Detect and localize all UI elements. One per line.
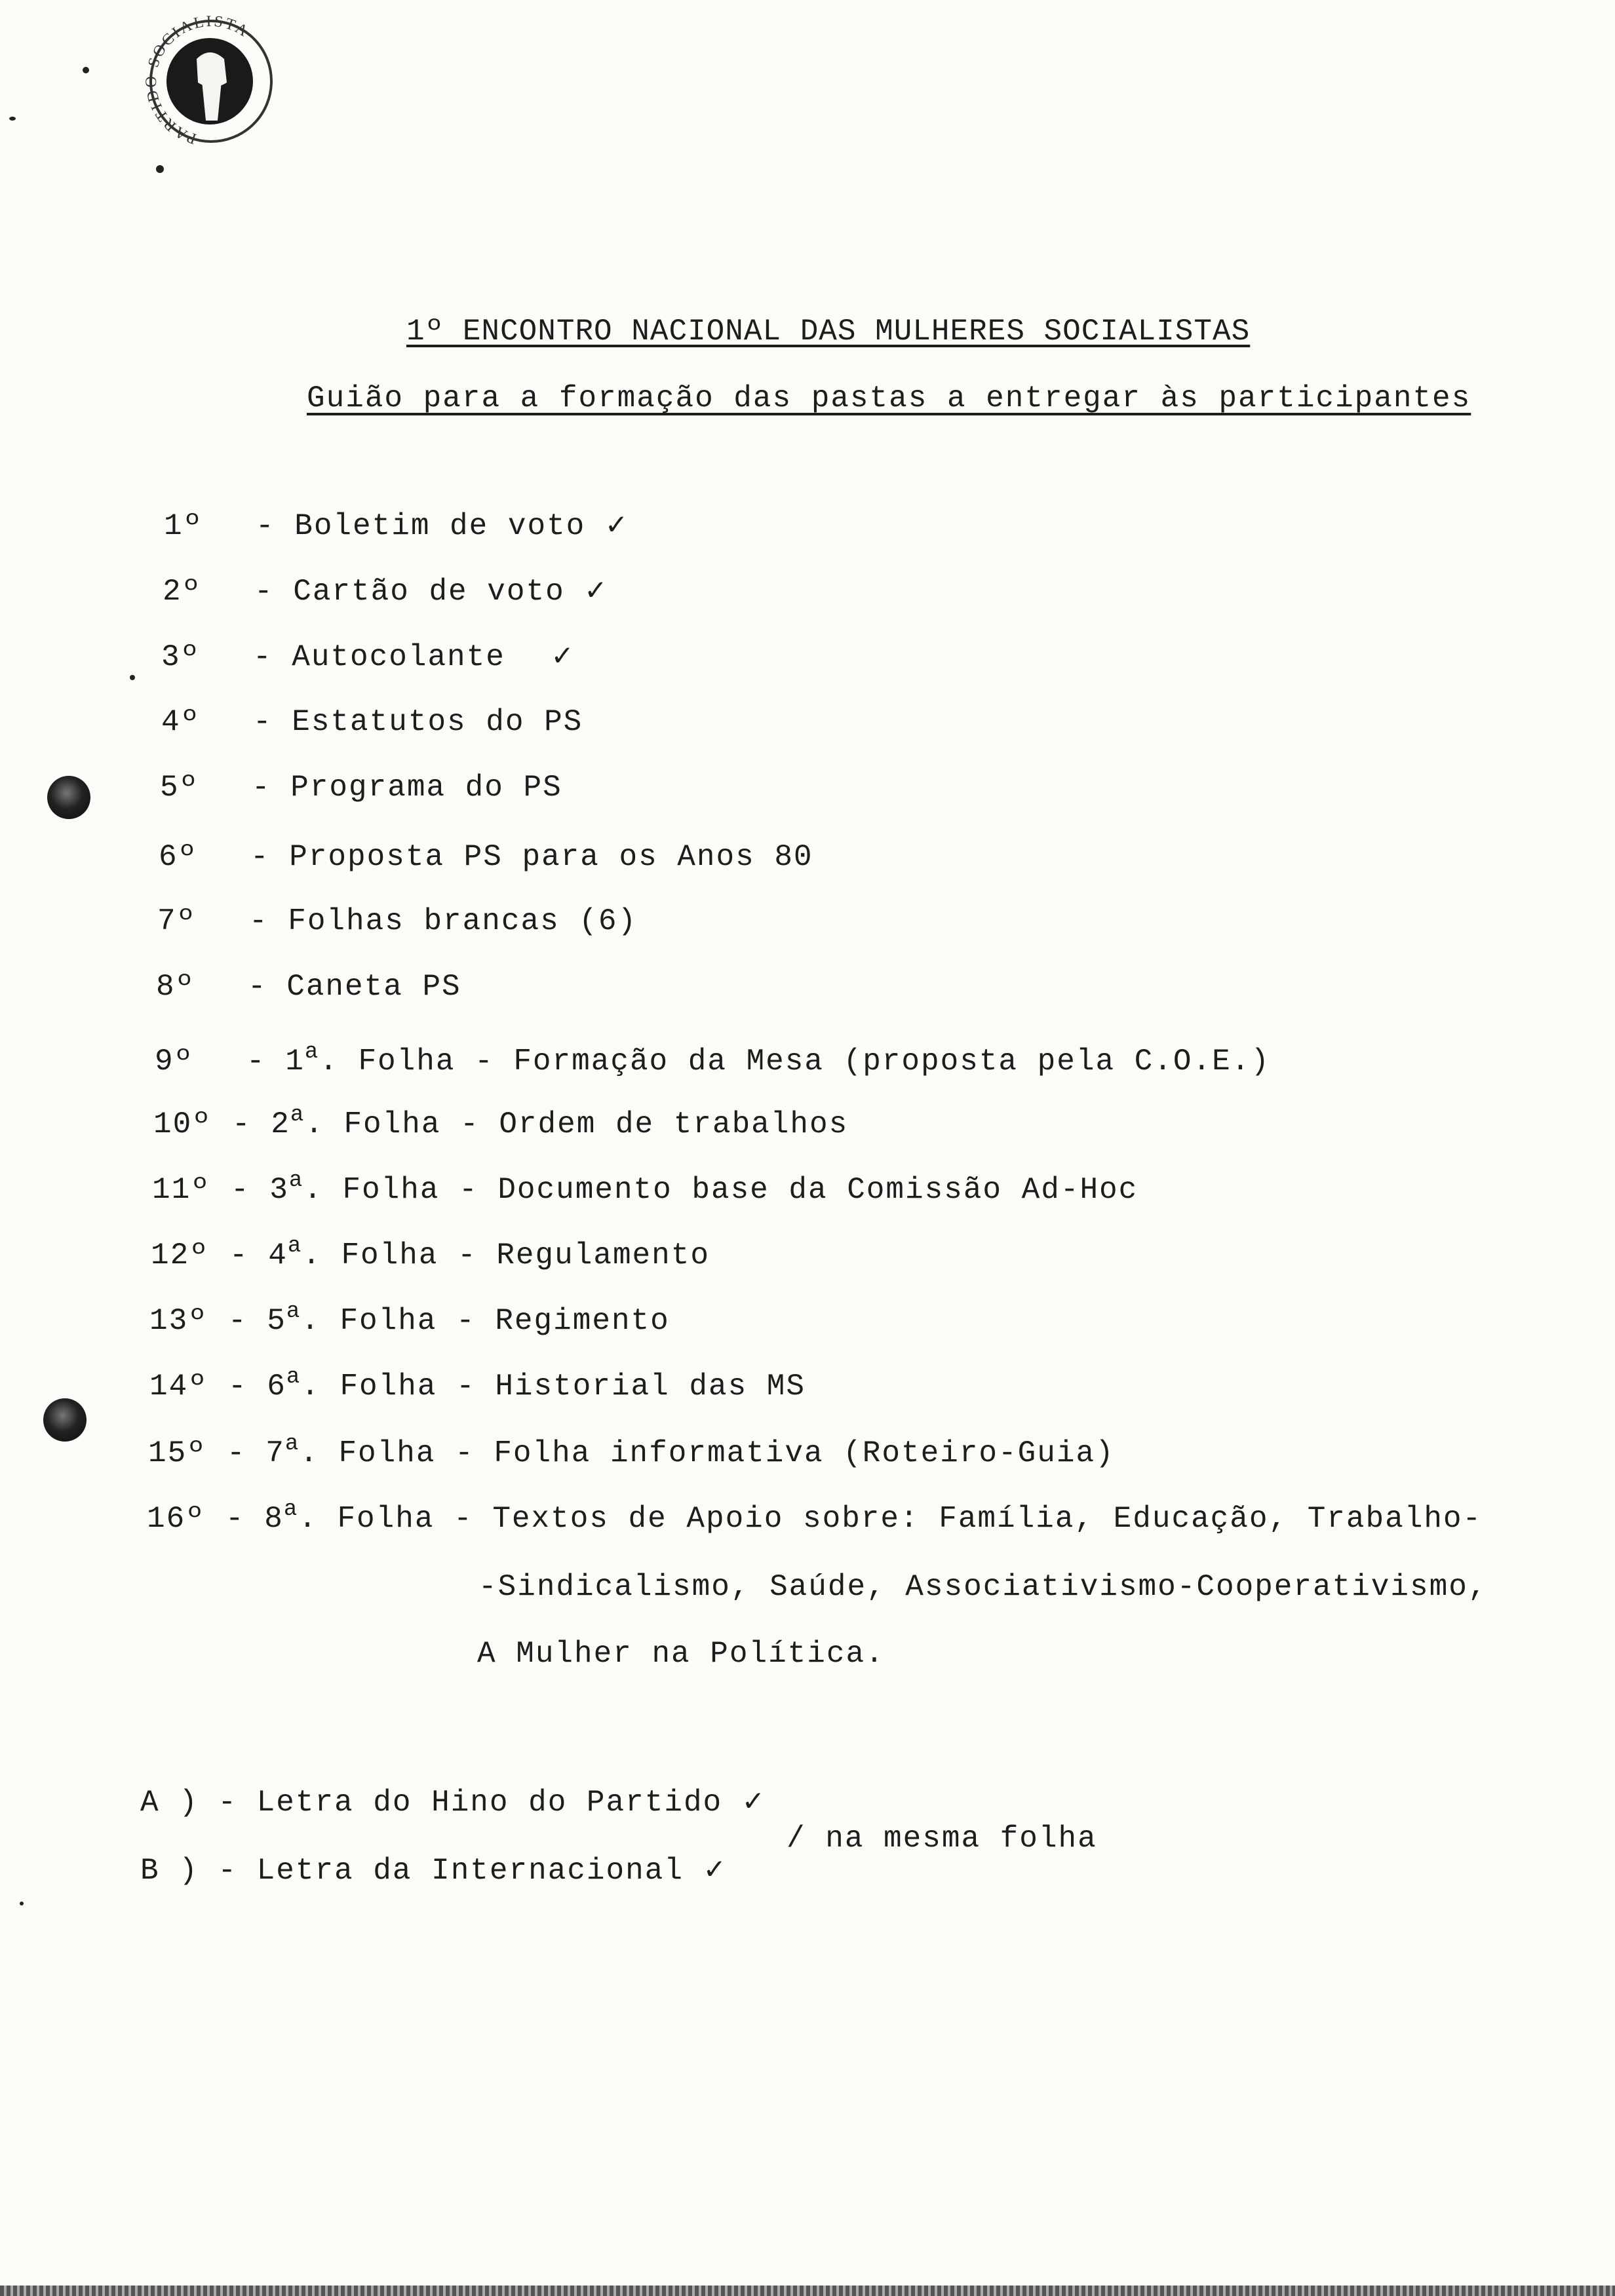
- punch-hole: [43, 1398, 87, 1442]
- item-number: 11º: [152, 1173, 210, 1207]
- scan-speck: [130, 675, 135, 680]
- item-number: 5º: [160, 771, 199, 805]
- list-item: 7º - Folhas brancas (6): [157, 904, 638, 938]
- list-item: 12º - 4$^a$. Folha - Regulamento: [151, 1234, 710, 1272]
- item-number: 6º: [159, 840, 198, 874]
- item-text: Autocolante: [292, 640, 505, 674]
- list-item: 5º - Programa do PS: [160, 771, 562, 805]
- list-item: 11º - 3$^a$. Folha - Documento base da Comissão Ad-Hoc: [152, 1168, 1138, 1207]
- item-text: Historial das MS: [495, 1369, 806, 1404]
- list-item: 2º - Cartão de voto ✓: [163, 574, 609, 609]
- item-text: Folha informativa (Roteiro-Guia): [494, 1436, 1115, 1470]
- extra-item-b: B ) - Letra da Internacional ✓: [140, 1853, 728, 1888]
- list-item: 13º - 5$^a$. Folha - Regimento: [149, 1299, 670, 1338]
- check-mark-icon: ✓: [551, 640, 575, 672]
- same-sheet-note: / na mesma folha: [787, 1822, 1097, 1856]
- item-number: 1º: [164, 509, 203, 543]
- item-number: 7º: [157, 904, 197, 938]
- item-continuation: A Mulher na Política.: [477, 1637, 885, 1671]
- check-mark-icon: ✓: [741, 1785, 766, 1817]
- item-continuation: -Sindicalismo, Saúde, Associativismo-Cooperativismo,: [478, 1570, 1488, 1604]
- item-text: Proposta PS para os Anos 80: [289, 840, 813, 874]
- item-number: 15º: [148, 1436, 206, 1470]
- logo-ring-text: PARTIDO SOCIALISTA: [142, 13, 252, 144]
- item-text: Boletim de voto: [294, 509, 586, 543]
- extra-item-a: A ) - Letra do Hino do Partido ✓: [140, 1785, 766, 1820]
- item-number: 2º: [163, 575, 202, 609]
- item-number: 8º: [156, 970, 195, 1004]
- list-item: 8º - Caneta PS: [156, 970, 461, 1004]
- list-item: 1º - Boletim de voto ✓: [164, 508, 630, 543]
- item-number: 3º: [161, 640, 201, 674]
- extra-text: Letra da Internacional: [256, 1854, 684, 1888]
- list-item: 6º - Proposta PS para os Anos 80: [159, 840, 813, 874]
- scan-speck: [83, 67, 89, 73]
- list-item: 9º - 1$^a$. Folha - Formação da Mesa (proposta pela C.O.E.): [155, 1040, 1270, 1079]
- item-text: Regulamento: [496, 1238, 710, 1272]
- list-item: 3º - Autocolante ✓: [161, 640, 575, 674]
- item-number: 12º: [151, 1238, 209, 1272]
- item-text: Formação da Mesa (proposta pela C.O.E.): [513, 1044, 1270, 1079]
- document-title: 1º ENCONTRO NACIONAL DAS MULHERES SOCIALISTAS: [406, 315, 1251, 349]
- check-mark-icon: ✓: [604, 508, 630, 541]
- item-number: 13º: [149, 1304, 208, 1338]
- item-text: Regimento: [495, 1304, 670, 1338]
- scan-speck: [156, 165, 164, 173]
- item-number: 9º: [155, 1044, 194, 1079]
- extra-letter: B ): [140, 1854, 199, 1888]
- list-item: 10º - 2$^a$. Folha - Ordem de trabalhos: [153, 1103, 849, 1141]
- list-item: 15º - 7$^a$. Folha - Folha informativa (Roteiro-Guia): [148, 1432, 1115, 1470]
- item-number: 14º: [149, 1369, 208, 1404]
- party-logo: [136, 13, 286, 144]
- check-mark-icon: ✓: [703, 1853, 728, 1885]
- item-text: Folhas brancas (6): [288, 904, 638, 938]
- item-number: 10º: [153, 1107, 212, 1141]
- punch-hole: [47, 776, 90, 819]
- item-text: Estatutos do PS: [292, 705, 583, 739]
- extra-text: Letra do Hino do Partido: [256, 1786, 723, 1820]
- item-text: Textos de Apoio sobre: Família, Educação, Trabalho-: [492, 1502, 1483, 1536]
- item-text: Cartão de voto: [293, 575, 565, 609]
- scan-speck: [9, 117, 16, 121]
- item-number: 16º: [147, 1502, 205, 1536]
- item-number: 4º: [161, 705, 201, 739]
- list-item: 16º - 8$^a$. Folha - Textos de Apoio sobre: Família, Educação, Trabalho-: [147, 1497, 1483, 1536]
- list-item: 4º - Estatutos do PS: [161, 705, 583, 739]
- item-text: Ordem de trabalhos: [499, 1107, 849, 1141]
- scan-edge: [0, 2286, 1615, 2296]
- document-subtitle: Guião para a formação das pastas a entregar às participantes: [307, 381, 1471, 415]
- extra-letter: A ): [140, 1786, 199, 1820]
- item-text: Documento base da Comissão Ad-Hoc: [497, 1173, 1138, 1207]
- item-text: Programa do PS: [290, 771, 562, 805]
- item-text: Caneta PS: [286, 970, 461, 1004]
- check-mark-icon: ✓: [584, 574, 609, 606]
- scan-speck: [20, 1902, 24, 1905]
- list-item: 14º - 6$^a$. Folha - Historial das MS: [149, 1365, 806, 1404]
